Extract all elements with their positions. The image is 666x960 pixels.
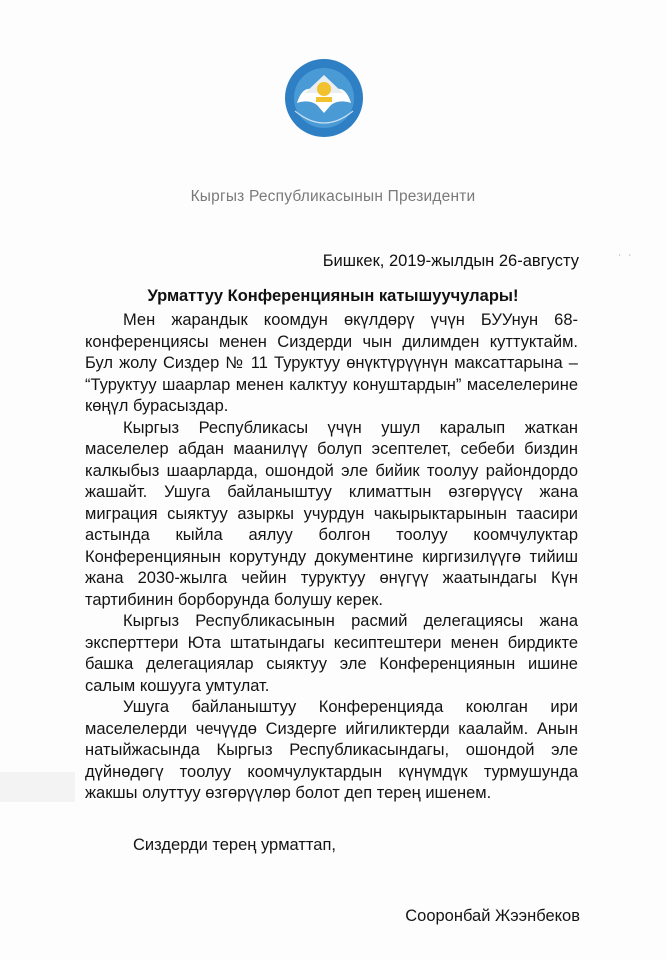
dateline: Бишкек, 2019-жылдын 26-августу bbox=[322, 252, 579, 270]
closing-line: Сиздерди терең урматтап, bbox=[133, 836, 336, 854]
salutation: Урматтуу Конференциянын катышуучулары! bbox=[147, 287, 519, 305]
organization-title: Кыргыз Республикасынын Президенти bbox=[190, 188, 476, 205]
state-emblem-icon bbox=[283, 53, 365, 143]
paragraph: Кыргыз Республикасы үчүн ушул каралып жаткан маселелер абдан маанилүү болуп эсептелет, себеби биздин калкыбыз шаарларда, ошондой эле бийик тоолуу райондордо жашайт. Ушуга байланыштуу климаттын өзгөрүүсү жана миграция сыяктуу азыркы учурдун чакырыктарынын таасири астында кыйла аялуу болгон тоолуу коомчулуктар Конференциянын корутунду документине киргизилүүгө тийиш жана 2030-жылга чейин туруктуу өнүгүү жаатындагы Күн тартибинин борборунда болушу керек. bbox=[85, 418, 578, 609]
paragraph: Мен жарандык коомдун өкүлдөрү үчүн БУУнун 68-конференциясы менен Сиздерди чын дилимден куттуктайм. Бул жолу Сиздер № 11 Туруктуу өнүктүрүүнүн максаттарына – “Туруктуу шаарлар менен калктуу конуштардын” маселелерине көңүл бурасыздар. bbox=[85, 311, 578, 415]
scan-artifact bbox=[0, 772, 75, 802]
scan-mark-dots: ˙ ˙ bbox=[618, 254, 634, 265]
paragraph: Ушуга байланыштуу Конференцияда коюлган ири маселелерди чечүүдө Сиздерге ийгиликтерди каалайм. Анын натыйжасында Кыргыз Республикасындагы, ошондой эле дүйнөдөгү тоолуу коомчулуктардын күнүмдүк турмушунда жакшы олуттуу өзгөрүүлөр болот деп терең ишенем. bbox=[85, 698, 578, 802]
letter-body bbox=[85, 310, 578, 805]
paragraph: Кыргыз Республикасынын расмий делегациясы жана эксперттери Юта штатындагы кесиптештери менен бирдикте башка делегациялар сыяктуу эле Конференциянын ишине салым кошууга умтулат. bbox=[85, 612, 578, 695]
signature-name: Сооронбай Жээнбеков bbox=[405, 907, 580, 925]
